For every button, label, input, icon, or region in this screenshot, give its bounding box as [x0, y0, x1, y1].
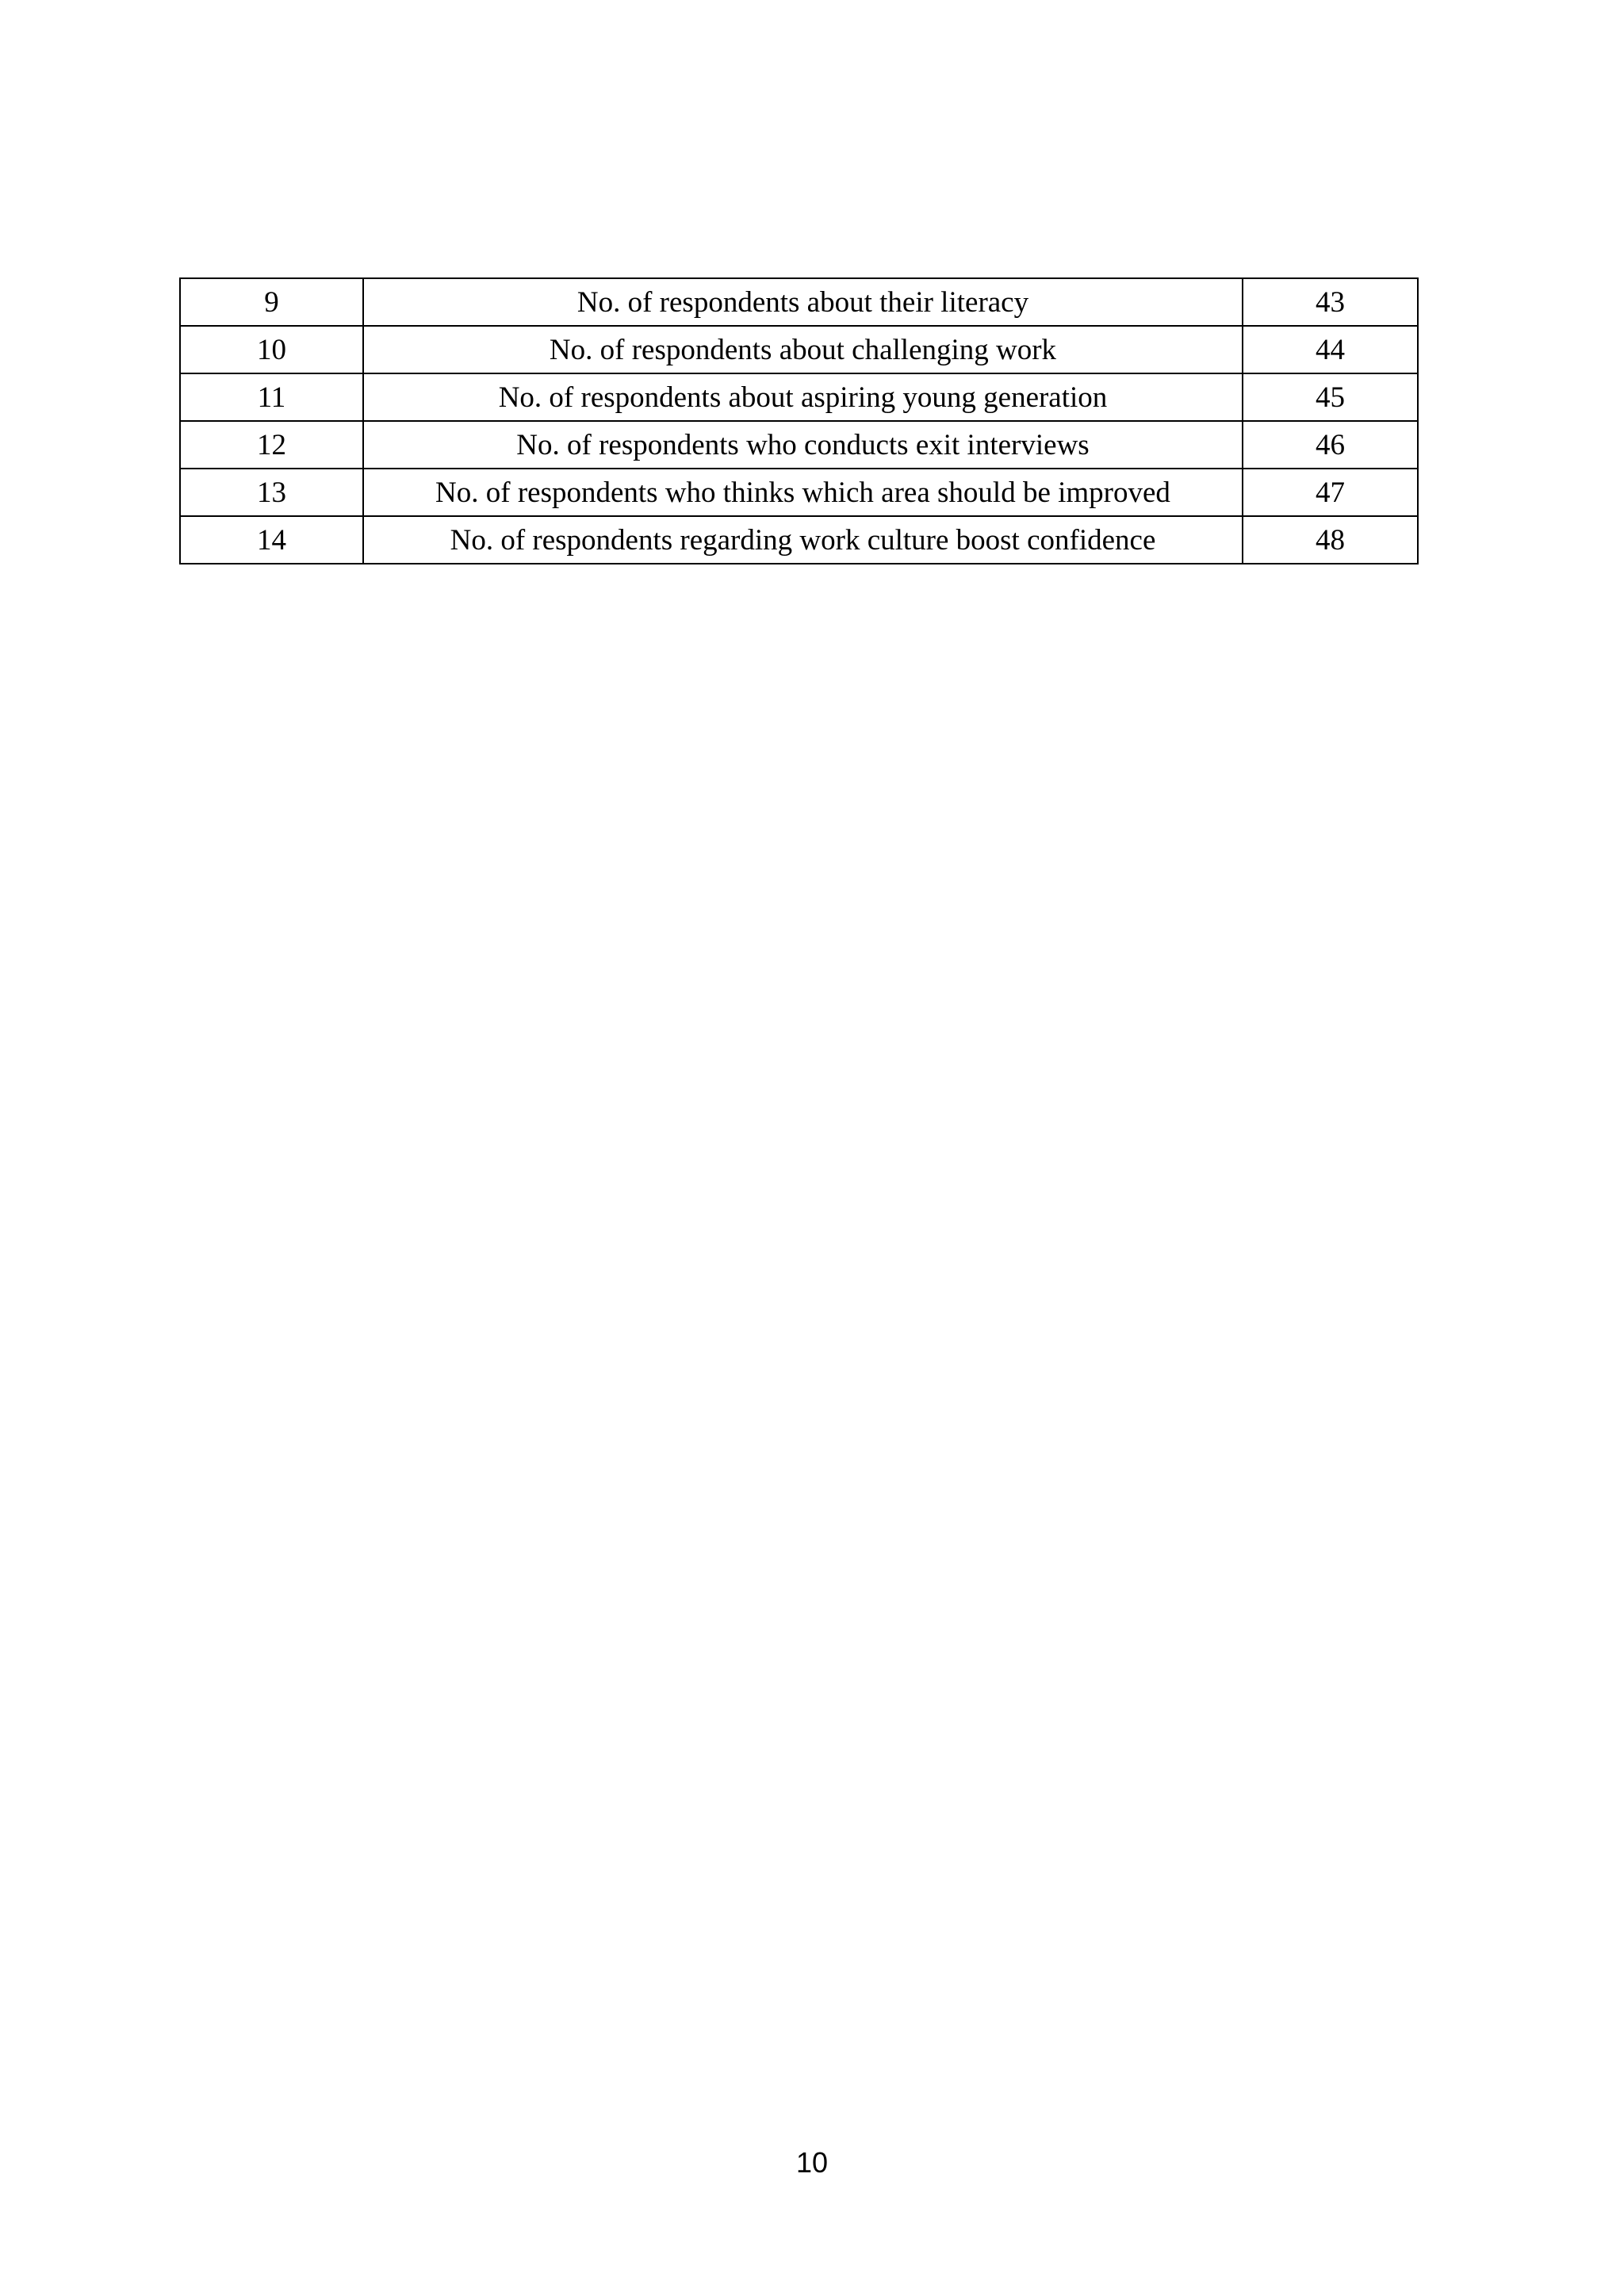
- table-row: [180, 516, 1418, 564]
- row-title: No. of respondents who conducts exit interviews: [363, 421, 1243, 469]
- row-title: No. of respondents about challenging work: [363, 326, 1243, 373]
- row-number: 14: [180, 516, 363, 564]
- row-number: 11: [180, 373, 363, 421]
- row-page: 47: [1243, 469, 1418, 516]
- row-title: No. of respondents about aspiring young generation: [363, 373, 1243, 421]
- table-row: [180, 469, 1418, 516]
- table-row: [180, 278, 1418, 326]
- row-page: 44: [1243, 326, 1418, 373]
- row-page: 48: [1243, 516, 1418, 564]
- row-number: 12: [180, 421, 363, 469]
- row-title: No. of respondents about their literacy: [363, 278, 1243, 326]
- table-row: [180, 326, 1418, 373]
- table-row: [180, 373, 1418, 421]
- row-title: No. of respondents who thinks which area should be improved: [363, 469, 1243, 516]
- row-title: No. of respondents regarding work culture boost confidence: [363, 516, 1243, 564]
- table-row: [180, 421, 1418, 469]
- page-number: 10: [795, 2146, 829, 2179]
- list-of-tables: [179, 277, 1419, 564]
- row-page: 46: [1243, 421, 1418, 469]
- row-page: 45: [1243, 373, 1418, 421]
- row-number: 13: [180, 469, 363, 516]
- row-number: 10: [180, 326, 363, 373]
- row-page: 43: [1243, 278, 1418, 326]
- row-number: 9: [180, 278, 363, 326]
